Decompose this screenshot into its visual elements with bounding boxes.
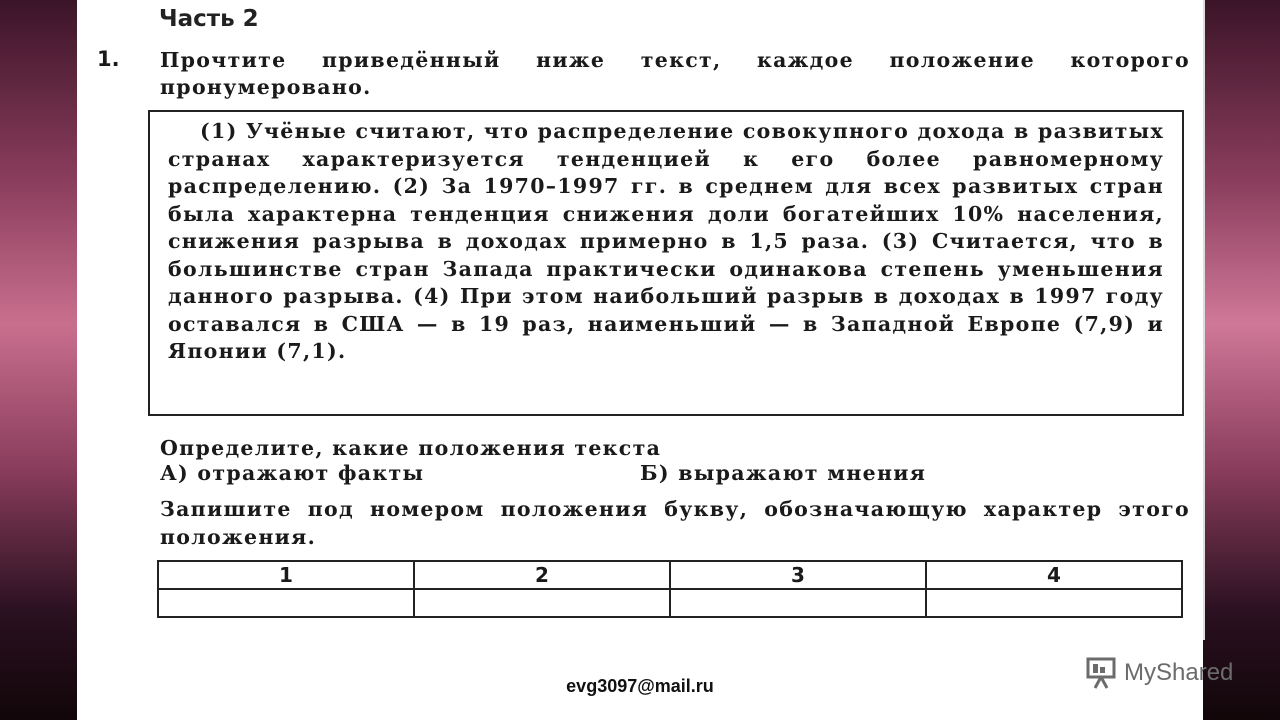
answer-cell-1[interactable] xyxy=(158,589,414,617)
define-instruction: Определите, какие положения текста xyxy=(160,436,662,460)
passage-box xyxy=(148,110,1184,416)
background-right xyxy=(1200,0,1280,720)
write-instruction: Запишите под номером положения букву, обозначающую характер этого положения. xyxy=(160,497,1190,549)
answer-table-answer-row xyxy=(158,589,1182,617)
option-a: А) отражают факты xyxy=(160,461,425,485)
answer-header-4: 4 xyxy=(926,561,1182,589)
slide xyxy=(77,0,1203,720)
presentation-icon xyxy=(1086,656,1118,690)
task-instruction: Прочтите приведённый ниже текст, каждое положение которого пронумеровано. xyxy=(160,48,1190,99)
answer-header-3: 3 xyxy=(670,561,926,589)
answer-table-header-row xyxy=(158,561,1182,589)
answer-cell-4[interactable] xyxy=(926,589,1182,617)
answer-table xyxy=(157,560,1183,618)
task-number: 1. xyxy=(97,47,120,71)
answer-cell-3[interactable] xyxy=(670,589,926,617)
scanned-page xyxy=(77,0,1205,640)
part-title: Часть 2 xyxy=(159,6,259,32)
option-b: Б) выражают мнения xyxy=(640,461,927,485)
brand-label: MyShared xyxy=(1124,659,1234,686)
answer-cell-2[interactable] xyxy=(414,589,670,617)
answer-header-2: 2 xyxy=(414,561,670,589)
answer-header-1: 1 xyxy=(158,561,414,589)
background-left xyxy=(0,0,80,720)
footer-email: evg3097@mail.ru xyxy=(566,676,714,696)
passage-text: (1) Учёные считают, что распределение совокупного дохода в развитых странах характеризуется тенденцией к его более равномерному распределению. (2) За 1970–1997 гг. в среднем для всех развитых стран была характерна тенденция снижения доли богатейших 10% населения, снижения разрыва в доходах примерно в 1,5 раза. (3) Считается, что в большинстве стран Запада практически одинакова степень уменьшения данного разрыва. (4) При этом наибольший разрыв в доходах в 1997 году оставался в США — в 19 раз, наименьший — в Западной Европе (7,9) и Японии (7,1). xyxy=(168,119,1164,363)
myshared-logo[interactable] xyxy=(1086,656,1233,690)
